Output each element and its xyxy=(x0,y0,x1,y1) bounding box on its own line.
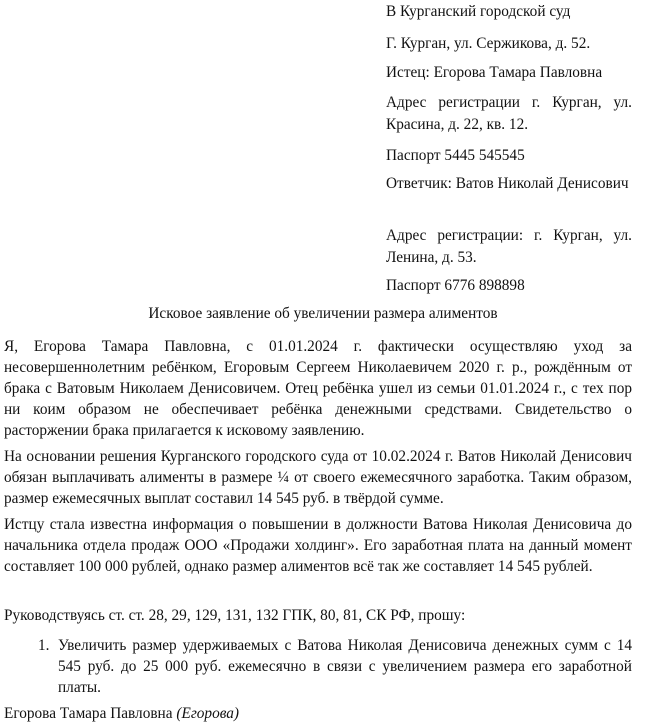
defendant-name: Ответчик: Ватов Николай Денисович xyxy=(386,175,629,192)
request-item xyxy=(38,635,632,698)
paragraph-court-decision: На основании решения Курганского городского суда от 10.02.2024 г. Ватов Николай Денисович обязан выплачивать алименты в размере ¼ от своего ежемесячного заработка. Таким образом, размер ежемесячных выплат составил 14 545 руб. в твёрдой сумме. xyxy=(4,448,632,507)
signature: (Егорова) xyxy=(176,705,240,722)
court-name: В Курганский городской суд xyxy=(386,3,571,20)
request-list xyxy=(38,635,632,698)
document-title: Исковое заявление об увеличении размера алиментов xyxy=(148,305,498,322)
request-text: Увеличить размер удерживаемых с Ватова Николая Денисовича денежных сумм с 14 545 руб. до 25 000 руб. ежемесячно в связи с увеличением размера его заработной платы. xyxy=(58,637,632,696)
plaintiff-address: Адрес регистрации г. Курган, ул. Красина, д. 22, кв. 12. xyxy=(386,94,632,133)
paragraph-circumstances: Я, Егорова Тамара Павловна, с 01.01.2024 г. фактически осуществляю уход за несовершеннолетним ребёнком, Егоровым Сергеем Николаевичем 2020 г. р., рождённым от брака с Ватовым Николаем Денисовичем. Отец ребёнка ушел из семьи 01.01.2024 г., с тех пор ни коим образом не обеспечивает ребёнка денежными средствами. Свидетельство о расторжении брака прилагается к исковому заявлению. xyxy=(4,338,632,439)
signature-block xyxy=(4,703,239,724)
signer-name: Егорова Тамара Павловна xyxy=(4,705,173,722)
paragraph-promotion: Истцу стала известна информация о повышении в должности Ватова Николая Денисовича до начальника отдела продаж ООО «Продажи холдинг». Его заработная плата на данный момент составляет 100 000 рублей, однако размер алиментов всё так же составляет 14 545 рублей. xyxy=(4,516,632,575)
paragraph-legal-basis: Руководствуясь ст. ст. 28, 29, 129, 131, 132 ГПК, 80, 81, СК РФ, прошу: xyxy=(4,607,466,624)
plaintiff-name: Истец: Егорова Тамара Павловна xyxy=(386,64,603,81)
defendant-passport: Паспорт 6776 898898 xyxy=(386,277,525,294)
request-number: 1. xyxy=(38,637,50,654)
plaintiff-passport: Паспорт 5445 545545 xyxy=(386,147,525,164)
defendant-address: Адрес регистрации: г. Курган, ул. Ленина, д. 53. xyxy=(386,227,632,266)
court-address: Г. Курган, ул. Сержикова, д. 52. xyxy=(386,35,591,52)
